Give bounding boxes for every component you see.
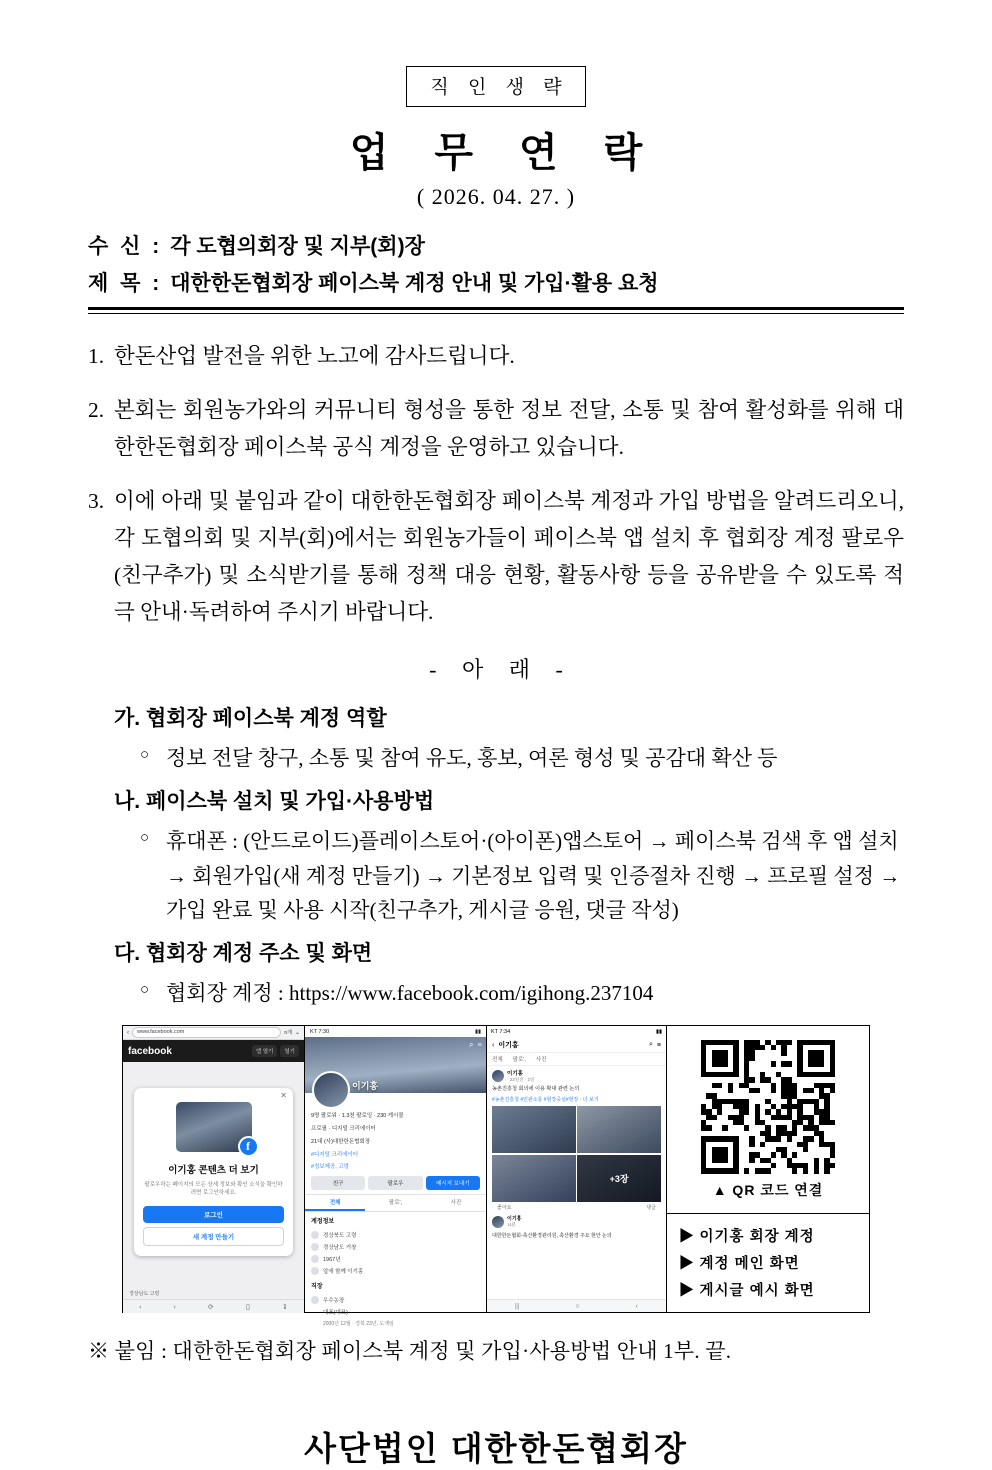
subject-value: 대한한돈협회장 페이스북 계정 안내 및 가입·활용 요청 <box>170 272 659 295</box>
friend-button[interactable]: 친구 <box>311 1176 365 1190</box>
info-icon <box>311 1267 319 1275</box>
qr-column <box>667 1026 869 1312</box>
qr-caption: ▲ QR 코드 연결 <box>712 1181 824 1198</box>
item-number: 1. <box>88 344 105 368</box>
header-divider <box>88 307 904 314</box>
work-period: 2000년 12월 · 경북 23년, 도재임 <box>323 1321 394 1328</box>
recipient-row <box>88 230 904 260</box>
browser-toolbar <box>123 1026 304 1040</box>
profile-line-1: 프로필 · 디지털 크리에이터 <box>311 1126 376 1133</box>
work-heading: 직장 <box>311 1284 323 1291</box>
legend-item-3: ▶ 게시글 예시 화면 <box>679 1282 815 1299</box>
close-icon[interactable]: ✕ <box>280 1091 287 1101</box>
account-info-heading: 계정정보 <box>311 1219 335 1226</box>
back-icon[interactable]: ‹ <box>635 1302 638 1311</box>
work-row <box>305 1294 486 1306</box>
facebook-wordmark: facebook <box>128 1045 172 1057</box>
recents-icon[interactable]: ||| <box>515 1302 520 1311</box>
document-date: ( 2026. 04. 27. ) <box>416 184 576 209</box>
profile-line-2: 21대 (사)대한한돈협회장 <box>311 1138 371 1145</box>
recipient-label: 수 신 : <box>88 235 163 258</box>
section-item-text: 휴대폰 : (안드로이드)플레이스토어·(아이폰)앱스토어 → 페이스북 검색 후 앱 설치 → 회원가입(새 계정 만들기) → 기본정보 입력 및 인증절차 진행 → 프로필 설정 → 가입 완료 및 사용 시작(친구추가, 게시글 응원, 댓글 작성) <box>166 828 901 923</box>
legend-item-1: ▶ 이기홍 회장 계정 <box>679 1229 815 1246</box>
post-hashtags[interactable]: #농촌진흥청 #민관소통 #현장중심#현장 · 더 보기 <box>492 1097 599 1104</box>
calendar-icon <box>311 1255 319 1263</box>
next-post-author-row <box>487 1213 666 1230</box>
page-title: 업 무 연 락 <box>349 130 661 175</box>
info-row-extra <box>305 1265 486 1277</box>
panel-legend <box>667 1214 869 1312</box>
back-icon[interactable]: ‹ <box>492 1041 495 1049</box>
post-photo-grid <box>492 1106 661 1202</box>
tab-photos[interactable]: 사진 <box>450 1200 462 1207</box>
profile-tag-1[interactable]: #디지털 크리에이터 <box>311 1151 359 1158</box>
battery-icon: ▮▮ <box>655 1029 662 1036</box>
screenshot-panel <box>122 1025 870 1328</box>
subject-row <box>88 267 904 297</box>
facebook-badge-icon: f <box>238 1136 259 1157</box>
android-navbar <box>487 1299 666 1312</box>
profile-action-buttons <box>305 1172 486 1194</box>
signature: 사단법인 대한한돈협회장 <box>304 1430 688 1468</box>
profile-tabs <box>305 1194 486 1212</box>
avatar <box>492 1070 504 1082</box>
section-item-text: 정보 전달 창구, 소통 및 참여 유도, 홍보, 여론 형성 및 공감대 확산 등 <box>166 745 778 770</box>
tab-followers[interactable]: 팔로', <box>388 1200 403 1207</box>
post-timestamp: · 23일전 · 2일 <box>507 1077 535 1083</box>
open-app-chip[interactable]: 앱 열기 <box>252 1045 277 1057</box>
attachment-note: ※ 붙임 : 대한한돈협회장 페이스북 계정 및 가입·사용방법 안내 1부. 끝. <box>88 1339 732 1364</box>
item-number: 2. <box>88 397 105 422</box>
item-number: 3. <box>88 488 105 513</box>
item-text: 한돈산업 발전을 위한 노고에 감사드립니다. <box>114 344 515 368</box>
tab-count: n개 <box>284 1030 292 1037</box>
screenshot-post-example <box>487 1026 667 1312</box>
follow-button[interactable]: 팔로우 <box>368 1176 422 1190</box>
section-heading-da: 다. 협회장 계정 주소 및 화면 <box>114 942 373 966</box>
avatar <box>312 1071 350 1109</box>
post-photo[interactable] <box>577 1155 661 1202</box>
post-author-name: 이기홍 <box>507 1071 523 1078</box>
page-footer-label: 경상남도 고령 <box>129 1291 160 1298</box>
dialog-title: 이기홍 콘텐츠 더 보기 <box>168 1165 259 1177</box>
subject-label: 제 목 : <box>88 272 163 295</box>
reload-icon[interactable]: ⟳ <box>208 1302 214 1311</box>
browser-bottom-bar <box>123 1299 304 1313</box>
back-icon: ‹ <box>127 1029 129 1036</box>
circle-bullet-icon: ○ <box>140 829 150 846</box>
status-bar <box>487 1026 666 1038</box>
list-item <box>88 338 904 375</box>
post-engagement-row <box>492 1202 661 1213</box>
share-icon[interactable]: ⇪ <box>282 1302 288 1311</box>
section-heading-ga: 가. 협회장 페이스북 계정 역할 <box>114 706 387 730</box>
forward-icon[interactable]: › <box>173 1302 176 1311</box>
facebook-page-body <box>123 1062 304 1313</box>
info-text: 1967년 <box>323 1257 341 1264</box>
info-text: 경상남도 거창 <box>323 1245 357 1252</box>
tab-followers[interactable]: 팔로', <box>512 1057 526 1064</box>
arae-divider: - 아 래 - <box>429 656 573 682</box>
nav-title: 이기홍 <box>498 1042 519 1050</box>
profile-thumbnail <box>176 1102 252 1152</box>
more-photos-count[interactable]: +3장 <box>577 1155 661 1202</box>
section-item-da <box>140 976 904 1011</box>
login-dialog <box>134 1088 293 1256</box>
post-author-row <box>492 1069 661 1083</box>
address-bar[interactable]: www.facebook.com <box>132 1027 281 1038</box>
carrier-time: KT 7:30 <box>310 1028 330 1035</box>
tab-all[interactable]: 전체 <box>492 1057 503 1064</box>
post-body-text: 농촌진흥청 회의에 이용 확대 관련 논의 <box>492 1086 580 1093</box>
recipient-value: 각 도협의회장 및 지부(회)장 <box>170 235 425 258</box>
dialog-description: 팔로우하는 페이지의 모든 상세 정보와 확인 소식을 확인하려면 로그인하세요. <box>144 1182 283 1197</box>
info-text: 앞에 함께 이기홍 <box>323 1269 364 1276</box>
circle-bullet-icon: ○ <box>140 982 150 999</box>
comment-label[interactable]: 댓글 <box>646 1205 656 1212</box>
login-button[interactable]: 로그인 <box>143 1206 284 1223</box>
profile-name: 이기홍 <box>352 1081 379 1092</box>
post-photo[interactable] <box>492 1155 576 1202</box>
location-icon <box>311 1231 319 1239</box>
info-row-location1 <box>305 1229 486 1241</box>
briefcase-icon <box>311 1296 319 1304</box>
post-tabs <box>487 1053 666 1066</box>
carrier-time: KT 7:34 <box>491 1029 511 1036</box>
search-icon[interactable]: ⌕ <box>469 1040 474 1050</box>
status-bar <box>305 1026 486 1037</box>
search-icon[interactable]: ⌕ <box>648 1041 653 1049</box>
battery-icon: ▮▮ <box>474 1028 481 1035</box>
cover-photo <box>305 1037 486 1093</box>
qr-box <box>667 1026 869 1214</box>
section-heading-na: 나. 페이스북 설치 및 가입·사용방법 <box>114 789 435 813</box>
post-photo[interactable] <box>492 1106 576 1153</box>
menu-icon[interactable]: ≡ <box>477 1040 482 1050</box>
next-post-text: 대한한돈협회-축산환경관리원, 축산환경 주요 현안 논의 <box>492 1233 612 1240</box>
back-icon[interactable]: ‹ <box>139 1302 142 1311</box>
more-icon: ⌄ <box>294 1030 300 1037</box>
next-post-time: 14분 <box>507 1222 516 1228</box>
profile-stats: 9명 팔로워 · 1.3천 팔로잉 · 230 게시물 <box>311 1113 404 1120</box>
facebook-account-url[interactable]: 협회장 계정 : https://www.facebook.com/igihong.237104 <box>166 981 654 1006</box>
cover-actions <box>469 1040 482 1050</box>
screenshot-profile-main <box>305 1026 487 1328</box>
next-post-author: 이기홍 <box>507 1217 522 1223</box>
qr-code-icon[interactable] <box>701 1040 835 1174</box>
section-item-na <box>140 824 904 929</box>
create-account-button[interactable]: 새 계정 만들기 <box>143 1227 284 1246</box>
document-body <box>88 338 904 1011</box>
post-photo[interactable] <box>577 1106 661 1153</box>
document-meta <box>88 230 904 297</box>
work-name: 우수농장 <box>323 1298 345 1305</box>
message-button[interactable]: 메시지 보내기 <box>426 1176 480 1190</box>
like-label[interactable]: 좋아요 <box>497 1205 512 1212</box>
stamp-omit-box: 직 인 생 략 <box>406 66 585 107</box>
nav-row <box>487 1038 666 1053</box>
item-text: 이에 아래 및 붙임과 같이 대한한돈협회장 페이스북 계정과 가입 방법을 알려드리오니, 각 도협의회 및 지부(회)에서는 회원농가들이 페이스북 앱 설치 후 협회장 계정 팔로우(친구추가) 및 소식받기를 통해 정책 대응 현황, 활동사항 등을 공유받을 수 있도록 적극 안내·독려하여 주시기 바랍니다. <box>114 488 904 624</box>
item-text: 본회는 회원농가와의 커뮤니티 형성을 통한 정보 전달, 소통 및 참여 활성화를 위해 대한한돈협회장 페이스북 공식 계정을 운영하고 있습니다. <box>114 397 904 459</box>
avatar <box>492 1216 504 1228</box>
circle-bullet-icon: ○ <box>140 746 150 763</box>
open-chip[interactable]: 열기 <box>280 1045 299 1057</box>
info-row-year <box>305 1253 486 1265</box>
stamp-omit-wrapper <box>88 0 904 107</box>
menu-icon[interactable]: ≡ <box>656 1041 661 1049</box>
post <box>487 1066 666 1213</box>
tab-photos[interactable]: 사진 <box>535 1057 547 1064</box>
bookmark-icon[interactable]: ▯ <box>246 1302 250 1311</box>
profile-tag-2[interactable]: #정보제공, 고령 <box>311 1164 349 1171</box>
home-icon[interactable]: ○ <box>575 1302 580 1311</box>
legend-item-2: ▶ 계정 메인 화면 <box>679 1255 800 1272</box>
screenshot-login-modal <box>123 1026 305 1312</box>
info-text: 경상북도 고령 <box>323 1233 357 1240</box>
list-item <box>88 483 904 631</box>
home-icon <box>311 1243 319 1251</box>
info-row-location2 <box>305 1241 486 1253</box>
facebook-appbar <box>123 1040 304 1062</box>
tab-all[interactable]: 전체 <box>305 1195 365 1211</box>
section-item-ga <box>140 741 904 776</box>
list-item <box>88 392 904 466</box>
work-role: 대표(대표) <box>323 1310 348 1317</box>
